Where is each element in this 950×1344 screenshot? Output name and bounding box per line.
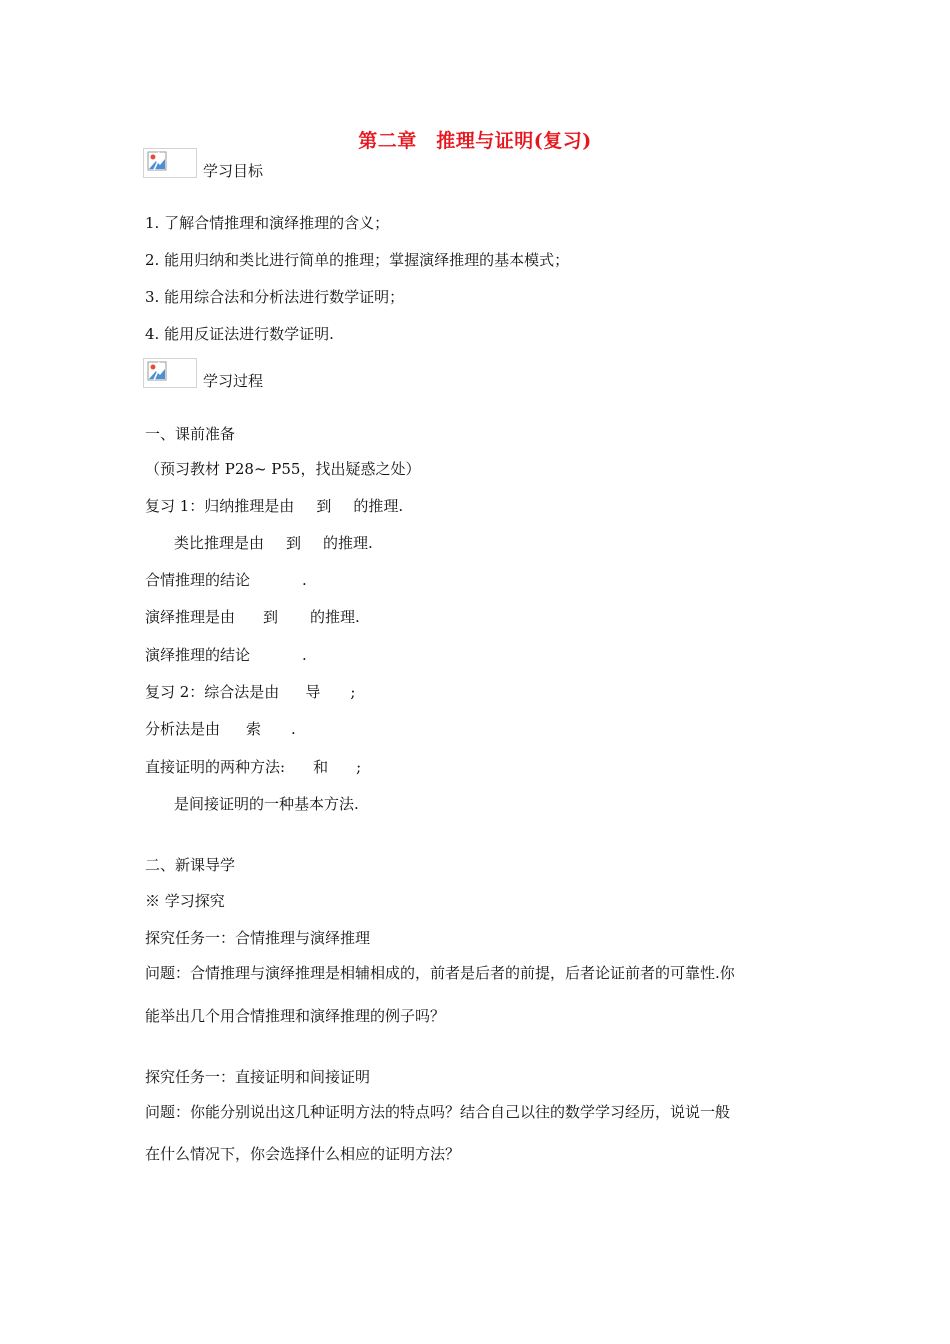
- page-title: 第二章 推理与证明(复习): [358, 130, 592, 152]
- deductive-end: 的推理.: [310, 608, 360, 626]
- objectives-heading: [143, 148, 343, 180]
- deductive-label: 演绎推理是由: [145, 608, 236, 626]
- prep-heading: 一、课前准备: [145, 425, 236, 443]
- objective-item-4: 4. 能用反证法进行数学证明.: [145, 325, 334, 343]
- analysis-label: 分析法是由: [145, 720, 221, 738]
- analysis-line: [145, 719, 296, 739]
- direct-end: ;: [356, 758, 362, 776]
- analysis-end: .: [291, 720, 296, 738]
- review1-line: [145, 496, 403, 516]
- review1-end: 的推理.: [353, 497, 404, 515]
- plausible-conclusion-line: [145, 570, 307, 590]
- review2-label: 复习 2：综合法是由: [145, 683, 280, 701]
- task1-title: 探究任务一：合情推理与演绎推理: [145, 929, 371, 947]
- process-heading: [143, 358, 343, 390]
- task2-question-line1: 问题：你能分别说出这几种证明方法的特点吗？结合自己以往的数学学习经历，说说一般: [145, 1103, 731, 1121]
- deductive-conclusion-line: [145, 645, 307, 665]
- analogy-end: 的推理.: [323, 534, 373, 552]
- review2-end: ;: [350, 683, 356, 701]
- direct-line: [145, 757, 361, 777]
- analogy-line: [174, 533, 373, 553]
- direct-and: 和: [313, 758, 329, 776]
- review1-to: 到: [316, 497, 332, 515]
- deductive-conclusion-end: .: [302, 646, 307, 664]
- review2-line: [145, 682, 355, 702]
- plausible-conclusion-end: .: [302, 571, 307, 589]
- analogy-to: 到: [286, 534, 302, 552]
- analysis-to: 索: [246, 720, 262, 738]
- task2-title: 探究任务一：直接证明和间接证明: [145, 1068, 371, 1086]
- process-heading-label: 学习过程: [203, 372, 264, 390]
- analogy-label: 类比推理是由: [174, 534, 265, 552]
- new-lesson-heading: 二、新课导学: [145, 856, 236, 874]
- indirect-line: 是间接证明的一种基本方法.: [174, 795, 359, 813]
- direct-label: 直接证明的两种方法:: [145, 758, 286, 776]
- deductive-line: [145, 607, 360, 627]
- plausible-conclusion-label: 合情推理的结论: [145, 571, 251, 589]
- objective-item-3: 3. 能用综合法和分析法进行数学证明；: [145, 288, 405, 306]
- task2-question-line2: 在什么情况下，你会选择什么相应的证明方法？: [145, 1145, 461, 1163]
- review1-label: 复习 1：归纳推理是由: [145, 497, 295, 515]
- broken-image-icon: [143, 358, 197, 388]
- task1-question-line1: 问题：合情推理与演绎推理是相辅相成的，前者是后者的前提，后者论证前者的可靠性.你: [145, 964, 735, 982]
- explore-heading: ※ 学习探究: [145, 892, 225, 910]
- deductive-conclusion-label: 演绎推理的结论: [145, 646, 251, 664]
- prep-note: （预习教材 P28~ P55，找出疑惑之处）: [145, 460, 421, 478]
- task1-question-line2: 能举出几个用合情推理和演绎推理的例子吗？: [145, 1007, 446, 1025]
- review2-to: 导: [305, 683, 321, 701]
- objectives-heading-label: 学习目标: [203, 162, 264, 180]
- deductive-to: 到: [263, 608, 279, 626]
- objective-item-2: 2. 能用归纳和类比进行简单的推理；掌握演绎推理的基本模式；: [145, 251, 570, 269]
- broken-image-icon: [143, 148, 197, 178]
- objective-item-1: 1. 了解合情推理和演绎推理的含义；: [145, 214, 390, 232]
